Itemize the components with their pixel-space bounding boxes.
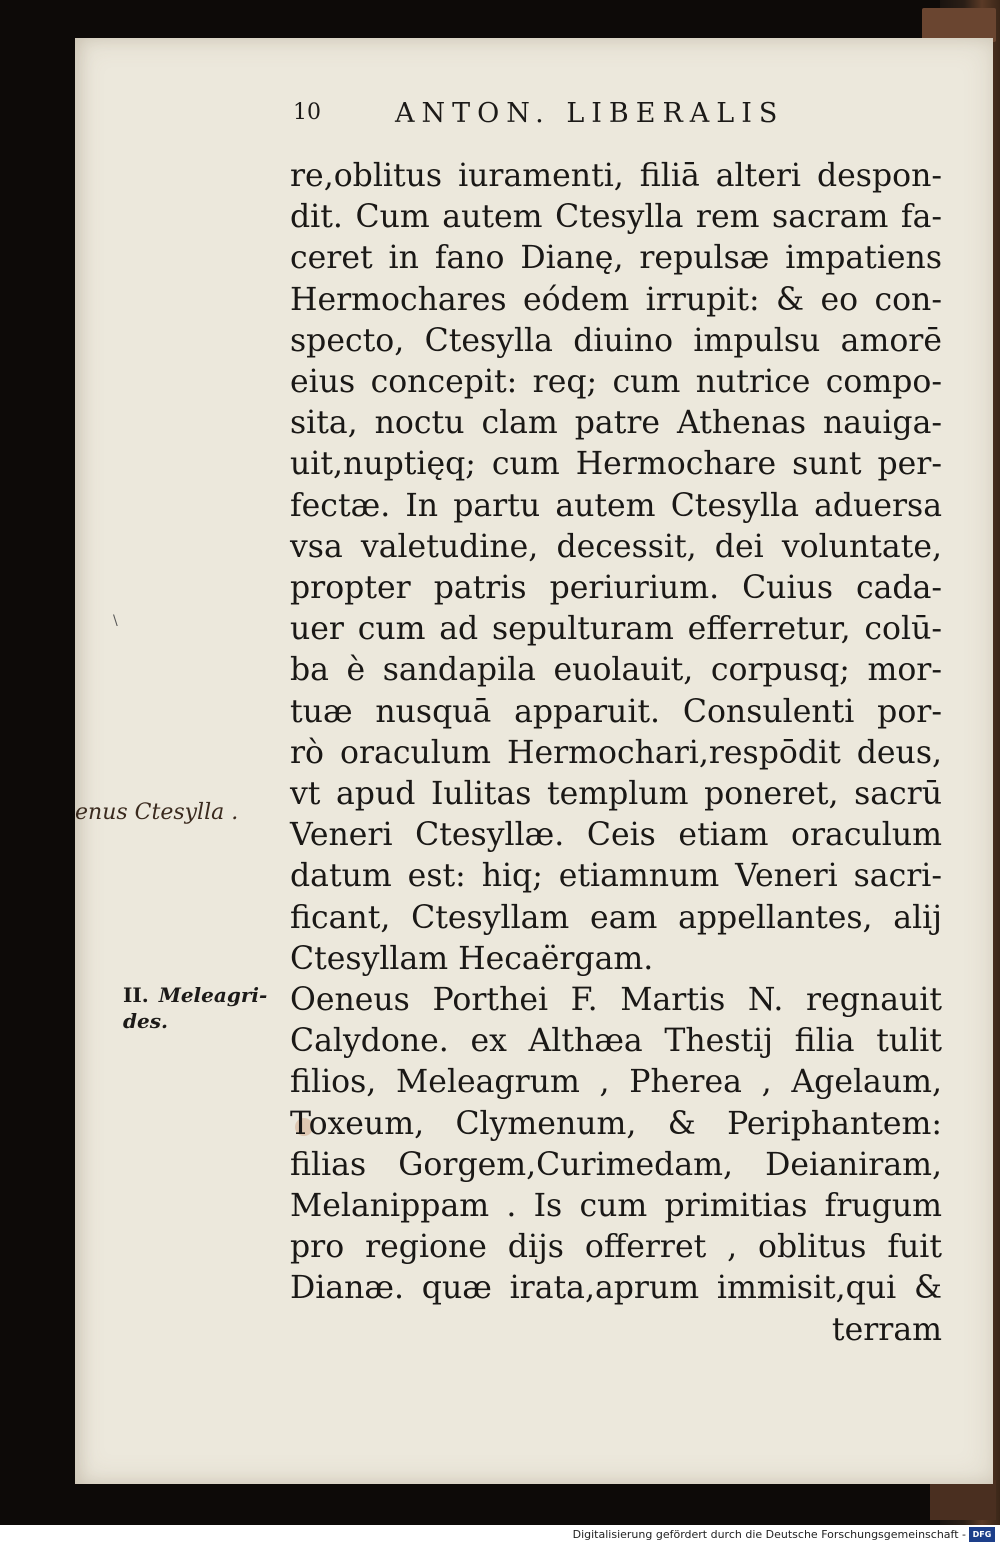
text-line: uit,nuptięq; cum Hermochare sunt per- — [290, 446, 942, 483]
text-line: re,oblitus iuramenti, filiā alteri despon- — [290, 158, 942, 194]
margin-mark: \ — [113, 613, 118, 629]
text-line: fectæ. In partu autem Ctesylla aduersa — [290, 487, 942, 524]
text-line: propter patris periurium. Cuius cada- — [290, 570, 942, 607]
text-line: tuæ nusquā apparuit. Consulenti por- — [290, 693, 942, 730]
spine-bottom-edge — [930, 1480, 996, 1520]
text-line: dit. Cum autem Ctesylla rem sacram fa- — [290, 199, 942, 236]
folio-number: 10 — [293, 100, 321, 125]
funding-credit: Digitalisierung gefördert durch die Deutsche Forschungsgemeinschaft - — [572, 1528, 966, 1541]
footer-bar — [0, 1525, 1000, 1545]
text-line: ceret in fano Dianę, repulsæ impatiens — [290, 240, 942, 277]
text-line: Toxeum, Clymenum, & Periphantem: — [290, 1105, 942, 1142]
section-margin-note — [123, 982, 268, 1034]
text-line: ficant, Ctesyllam eam appellantes, alij — [290, 899, 942, 936]
text-line: Calydone. ex Althæa Thestij filia tulit — [290, 1023, 942, 1060]
running-title: ANTON. LIBERALIS — [395, 98, 785, 129]
section-title-line2: des. — [123, 1009, 168, 1033]
section-number: II. — [123, 983, 149, 1007]
dfg-logo-icon: DFG — [969, 1527, 995, 1542]
text-line: pro regione dijs offerret , oblitus fuit — [290, 1229, 942, 1266]
text-line: vt apud Iulitas templum poneret, sacrū — [290, 776, 942, 813]
text-line: Hermochares eódem irrupit: & eo con- — [290, 281, 942, 318]
text-line: Melanippam . Is cum primitias frugum — [290, 1188, 942, 1225]
spine-top-edge — [922, 8, 996, 42]
text-line: Ctesyllam Hecaërgam. — [290, 940, 654, 977]
text-line: ba è sandapila euolauit, corpusq; mor- — [290, 652, 942, 689]
text-line: Dianæ. quæ irata,aprum immisit,qui & — [290, 1270, 942, 1307]
text-line: uer cum ad sepulturam efferretur, colū- — [290, 611, 942, 648]
text-line: sita, noctu clam patre Athenas nauiga- — [290, 405, 942, 442]
text-line: specto, Ctesylla diuino impulsu amorē — [290, 322, 942, 359]
section-title-line1: Meleagri- — [158, 983, 268, 1007]
text-line: vsa valetudine, decessit, dei voluntate, — [290, 528, 942, 565]
text-line: datum est: hiq; etiamnum Veneri sacri- — [290, 858, 942, 895]
text-line: Oeneus Porthei F. Martis N. regnauit — [290, 982, 942, 1019]
text-line: filias Gorgem,Curimedam, Deianiram, — [290, 1146, 942, 1183]
body-text — [290, 156, 942, 1351]
text-line: rò oraculum Hermochari,respōdit deus, — [290, 734, 942, 771]
catchword: terram — [831, 1311, 942, 1348]
text-line: eius concepit: req; cum nutrice compo- — [290, 364, 942, 401]
page-header — [293, 98, 938, 138]
handwritten-margin-note: enus Ctesylla . — [75, 800, 239, 825]
book-page — [75, 38, 993, 1484]
text-line: filios, Meleagrum , Pherea , Agelaum, — [290, 1064, 942, 1101]
text-line: Veneri Ctesyllæ. Ceis etiam oraculum — [290, 817, 942, 854]
